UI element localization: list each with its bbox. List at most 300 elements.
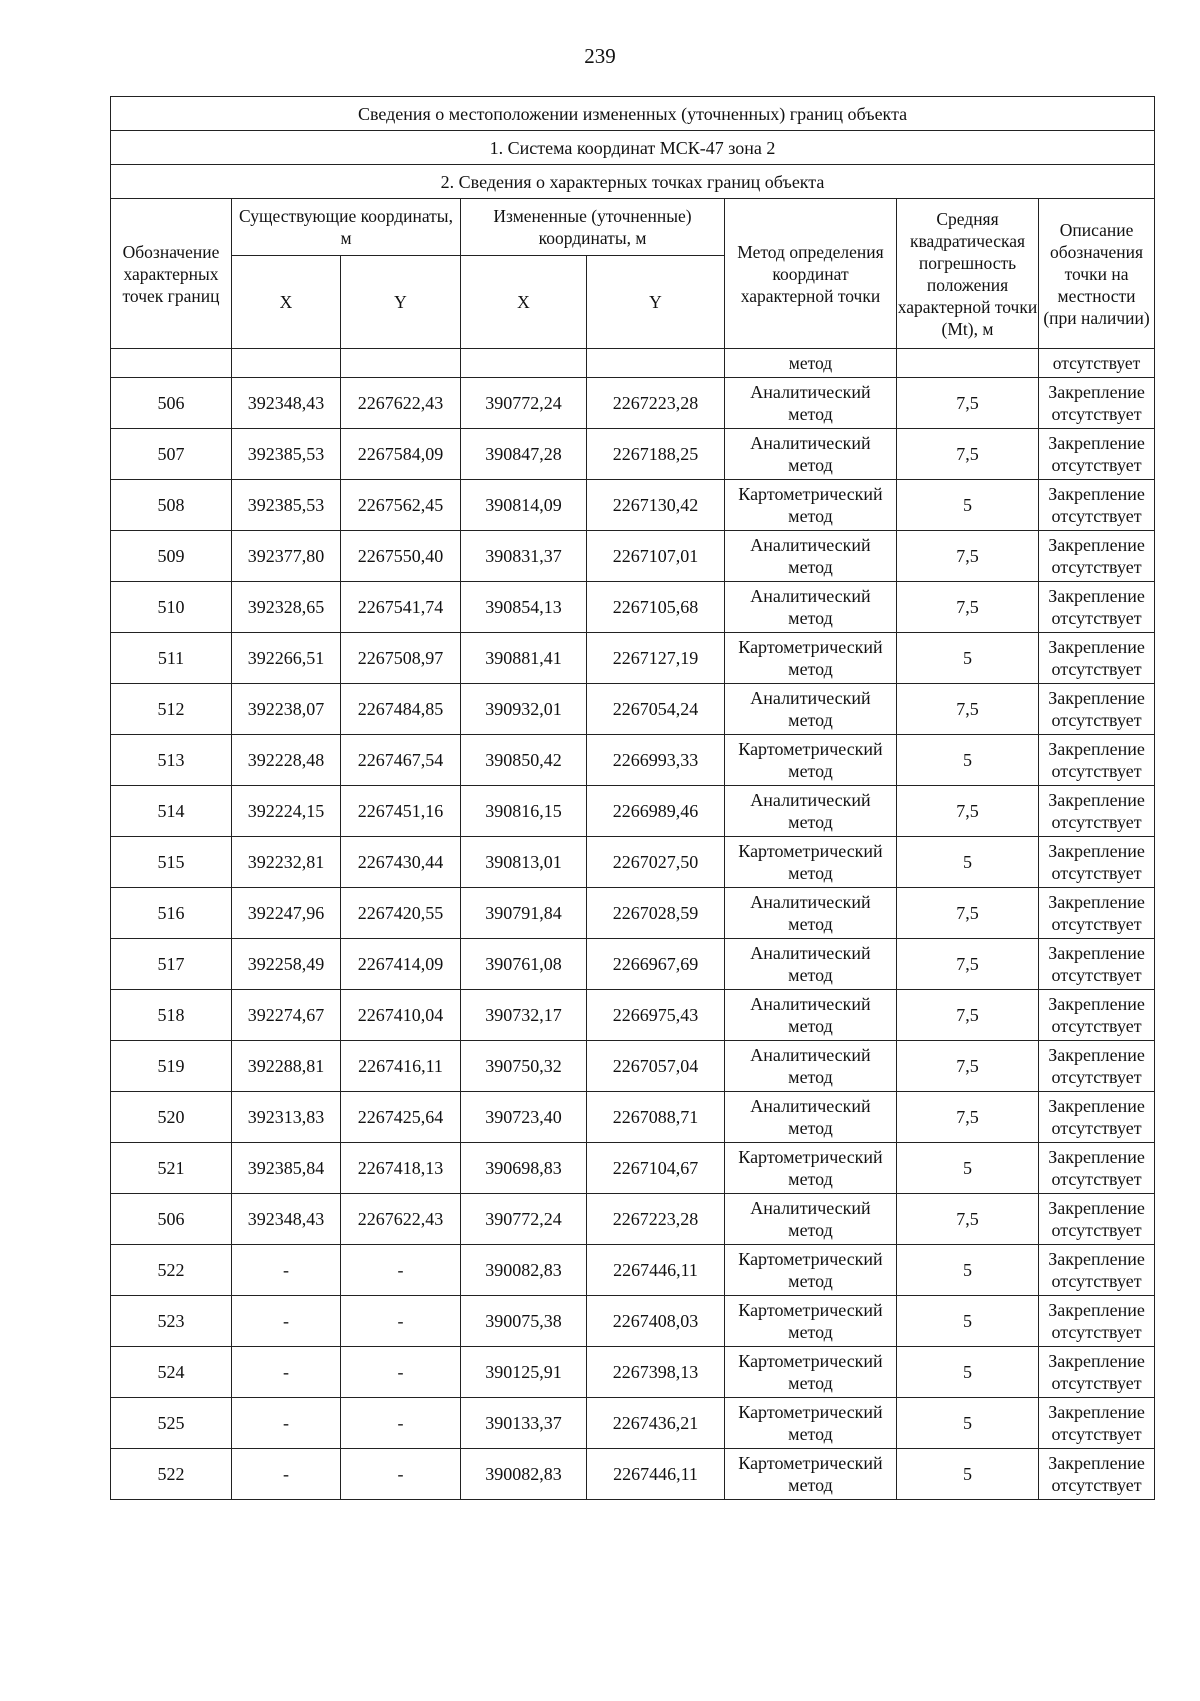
coordinate-system-title: 1. Система координат МСК-47 зона 2 <box>111 131 1155 165</box>
existing-y-cell: 2267414,09 <box>341 939 461 990</box>
point-number-cell: 525 <box>111 1398 232 1449</box>
changed-x-cell: 390125,91 <box>461 1347 587 1398</box>
table-row <box>111 1398 1155 1449</box>
table-row <box>111 429 1155 480</box>
existing-y-cell: 2267416,11 <box>341 1041 461 1092</box>
table-row <box>111 1143 1155 1194</box>
method-text: метод <box>788 914 833 934</box>
point-number-cell: 517 <box>111 939 232 990</box>
changed-y-cell: 2267105,68 <box>587 582 725 633</box>
existing-y-cell: 2267451,16 <box>341 786 461 837</box>
method-cell <box>725 1449 897 1500</box>
error-cell: 7,5 <box>897 378 1039 429</box>
table-row <box>111 1296 1155 1347</box>
method-cell <box>725 378 897 429</box>
method-text: Аналитический <box>750 535 871 555</box>
description-text: Закрепление <box>1048 892 1145 912</box>
description-cell <box>1039 1296 1155 1347</box>
description-text: отсутствует <box>1051 1067 1142 1087</box>
method-text: метод <box>788 863 833 883</box>
method-text: метод <box>788 659 833 679</box>
existing-y-cell: 2267410,04 <box>341 990 461 1041</box>
changed-y-cell: 2267104,67 <box>587 1143 725 1194</box>
existing-x-cell: 392385,53 <box>232 480 341 531</box>
existing-x-cell: 392385,53 <box>232 429 341 480</box>
method-text: Картометрический <box>738 739 883 759</box>
description-text: отсутствует <box>1051 1169 1142 1189</box>
description-text: Закрепление <box>1048 484 1145 504</box>
error-cell: 7,5 <box>897 939 1039 990</box>
description-text: отсутствует <box>1051 863 1142 883</box>
description-text: отсутствует <box>1051 914 1142 934</box>
method-cell <box>725 480 897 531</box>
method-text: Картометрический <box>738 1453 883 1473</box>
changed-x-cell: 390854,13 <box>461 582 587 633</box>
changed-y-cell: 2267446,11 <box>587 1449 725 1500</box>
description-text: Закрепление <box>1048 790 1145 810</box>
table-row <box>111 735 1155 786</box>
description-cell <box>1039 1398 1155 1449</box>
description-text: отсутствует <box>1051 659 1142 679</box>
method-cell <box>725 1347 897 1398</box>
table-row <box>111 1041 1155 1092</box>
existing-x-cell: 392224,15 <box>232 786 341 837</box>
description-cell <box>1039 1092 1155 1143</box>
existing-y-cell: 2267584,09 <box>341 429 461 480</box>
method-cell <box>725 735 897 786</box>
changed-y-cell: 2267027,50 <box>587 837 725 888</box>
existing-x-cell: 392258,49 <box>232 939 341 990</box>
point-number-cell: 523 <box>111 1296 232 1347</box>
changed-y-cell: 2267028,59 <box>587 888 725 939</box>
description-text: отсутствует <box>1051 1016 1142 1036</box>
existing-x-cell: 392385,84 <box>232 1143 341 1194</box>
cell-empty <box>461 349 587 378</box>
point-number-cell: 519 <box>111 1041 232 1092</box>
description-cell <box>1039 837 1155 888</box>
method-cell <box>725 888 897 939</box>
method-text: метод <box>788 761 833 781</box>
header-description: Описание обозначения точки на местности (при наличии) <box>1039 199 1155 349</box>
method-text: метод <box>788 404 833 424</box>
existing-x-cell: - <box>232 1449 341 1500</box>
error-cell: 5 <box>897 1296 1039 1347</box>
description-text: Закрепление <box>1048 943 1145 963</box>
changed-x-cell: 390772,24 <box>461 378 587 429</box>
method-cell <box>725 633 897 684</box>
table-row <box>111 531 1155 582</box>
continuation-row <box>111 349 1155 378</box>
table-row <box>111 1347 1155 1398</box>
existing-y-cell: - <box>341 1449 461 1500</box>
method-text: Картометрический <box>738 1249 883 1269</box>
method-cell <box>725 1041 897 1092</box>
changed-x-cell: 390075,38 <box>461 1296 587 1347</box>
method-text: метод <box>788 812 833 832</box>
changed-y-cell: 2267088,71 <box>587 1092 725 1143</box>
description-cell <box>1039 531 1155 582</box>
error-cell: 5 <box>897 1449 1039 1500</box>
points-section-title: 2. Сведения о характерных точках границ объекта <box>111 165 1155 199</box>
method-text: Аналитический <box>750 994 871 1014</box>
existing-y-cell: 2267420,55 <box>341 888 461 939</box>
method-text: Картометрический <box>738 1147 883 1167</box>
changed-x-cell: 390082,83 <box>461 1449 587 1500</box>
table-row <box>111 1245 1155 1296</box>
error-cell: 7,5 <box>897 888 1039 939</box>
method-text: метод <box>788 1373 833 1393</box>
error-cell: 7,5 <box>897 531 1039 582</box>
method-cell <box>725 786 897 837</box>
existing-x-cell: 392313,83 <box>232 1092 341 1143</box>
error-cell: 5 <box>897 1245 1039 1296</box>
description-text: отсутствует <box>1051 965 1142 985</box>
changed-x-cell: 390816,15 <box>461 786 587 837</box>
existing-x-cell: 392238,07 <box>232 684 341 735</box>
method-text: Картометрический <box>738 1300 883 1320</box>
changed-y-cell: 2267054,24 <box>587 684 725 735</box>
table-row <box>111 786 1155 837</box>
point-number-cell: 512 <box>111 684 232 735</box>
changed-x-cell: 390813,01 <box>461 837 587 888</box>
method-text: метод <box>788 455 833 475</box>
method-cell <box>725 429 897 480</box>
method-cell <box>725 582 897 633</box>
cell-empty <box>111 349 232 378</box>
method-text: Аналитический <box>750 586 871 606</box>
description-cell <box>1039 1347 1155 1398</box>
method-text: Аналитический <box>750 892 871 912</box>
changed-y-cell: 2267107,01 <box>587 531 725 582</box>
changed-y-cell: 2266967,69 <box>587 939 725 990</box>
header-existing-x: X <box>232 256 341 349</box>
description-text: Закрепление <box>1048 1402 1145 1422</box>
method-text: Картометрический <box>738 1351 883 1371</box>
existing-y-cell: - <box>341 1296 461 1347</box>
description-cell <box>1039 1041 1155 1092</box>
changed-x-cell: 390772,24 <box>461 1194 587 1245</box>
description-text: Закрепление <box>1048 433 1145 453</box>
method-text: Аналитический <box>750 688 871 708</box>
error-cell: 5 <box>897 837 1039 888</box>
continuation-description: отсутствует <box>1039 349 1155 378</box>
table-row <box>111 1092 1155 1143</box>
changed-y-cell: 2266975,43 <box>587 990 725 1041</box>
method-cell <box>725 837 897 888</box>
description-text: отсутствует <box>1051 455 1142 475</box>
description-text: отсутствует <box>1051 608 1142 628</box>
method-cell <box>725 1296 897 1347</box>
point-number-cell: 520 <box>111 1092 232 1143</box>
point-number-cell: 511 <box>111 633 232 684</box>
method-text: Картометрический <box>738 484 883 504</box>
description-text: Закрепление <box>1048 535 1145 555</box>
error-cell: 7,5 <box>897 786 1039 837</box>
description-cell <box>1039 888 1155 939</box>
description-text: отсутствует <box>1051 1220 1142 1240</box>
changed-x-cell: 390133,37 <box>461 1398 587 1449</box>
method-text: Картометрический <box>738 1402 883 1422</box>
error-cell: 5 <box>897 1347 1039 1398</box>
header-changed-coords: Измененные (уточненные) координаты, м <box>461 199 725 256</box>
cell-empty <box>897 349 1039 378</box>
existing-x-cell: 392247,96 <box>232 888 341 939</box>
point-number-cell: 521 <box>111 1143 232 1194</box>
changed-x-cell: 390082,83 <box>461 1245 587 1296</box>
changed-x-cell: 390847,28 <box>461 429 587 480</box>
method-cell <box>725 990 897 1041</box>
error-cell: 7,5 <box>897 1194 1039 1245</box>
changed-x-cell: 390698,83 <box>461 1143 587 1194</box>
existing-x-cell: 392228,48 <box>232 735 341 786</box>
point-number-cell: 506 <box>111 378 232 429</box>
error-cell: 7,5 <box>897 990 1039 1041</box>
changed-y-cell: 2267130,42 <box>587 480 725 531</box>
description-text: отсутствует <box>1051 1271 1142 1291</box>
existing-x-cell: - <box>232 1245 341 1296</box>
existing-y-cell: 2267550,40 <box>341 531 461 582</box>
existing-x-cell: 392266,51 <box>232 633 341 684</box>
existing-y-cell: 2267508,97 <box>341 633 461 684</box>
description-text: Закрепление <box>1048 382 1145 402</box>
table-row <box>111 582 1155 633</box>
description-text: Закрепление <box>1048 739 1145 759</box>
existing-y-cell: 2267425,64 <box>341 1092 461 1143</box>
existing-y-cell: 2267562,45 <box>341 480 461 531</box>
method-text: Аналитический <box>750 1198 871 1218</box>
point-number-cell: 506 <box>111 1194 232 1245</box>
header-existing-y: Y <box>341 256 461 349</box>
method-text: метод <box>788 1016 833 1036</box>
error-cell: 7,5 <box>897 582 1039 633</box>
method-cell <box>725 1398 897 1449</box>
changed-y-cell: 2267188,25 <box>587 429 725 480</box>
error-cell: 7,5 <box>897 429 1039 480</box>
changed-y-cell: 2267398,13 <box>587 1347 725 1398</box>
existing-x-cell: 392348,43 <box>232 1194 341 1245</box>
error-cell: 5 <box>897 480 1039 531</box>
method-cell <box>725 531 897 582</box>
continuation-method: метод <box>725 349 897 378</box>
point-number-cell: 522 <box>111 1449 232 1500</box>
description-text: отсутствует <box>1051 1322 1142 1342</box>
description-text: Закрепление <box>1048 1147 1145 1167</box>
table-row <box>111 480 1155 531</box>
existing-y-cell: - <box>341 1347 461 1398</box>
header-method: Метод определения координат характерной точки <box>725 199 897 349</box>
changed-y-cell: 2266989,46 <box>587 786 725 837</box>
method-text: метод <box>788 1271 833 1291</box>
description-cell <box>1039 786 1155 837</box>
description-text: отсутствует <box>1051 1373 1142 1393</box>
changed-y-cell: 2267127,19 <box>587 633 725 684</box>
header-existing-coords: Существующие координаты, м <box>232 199 461 256</box>
existing-x-cell: - <box>232 1347 341 1398</box>
description-text: отсутствует <box>1051 404 1142 424</box>
description-cell <box>1039 429 1155 480</box>
description-text: Закрепление <box>1048 688 1145 708</box>
changed-x-cell: 390791,84 <box>461 888 587 939</box>
existing-x-cell: 392232,81 <box>232 837 341 888</box>
description-text: Закрепление <box>1048 1045 1145 1065</box>
point-number-cell: 510 <box>111 582 232 633</box>
existing-x-cell: 392274,67 <box>232 990 341 1041</box>
error-cell: 5 <box>897 735 1039 786</box>
existing-y-cell: 2267484,85 <box>341 684 461 735</box>
description-text: Закрепление <box>1048 586 1145 606</box>
changed-y-cell: 2267436,21 <box>587 1398 725 1449</box>
description-cell <box>1039 480 1155 531</box>
method-cell <box>725 939 897 990</box>
description-text: Закрепление <box>1048 637 1145 657</box>
boundary-points-table <box>110 96 1155 1500</box>
point-number-cell: 509 <box>111 531 232 582</box>
method-text: метод <box>788 1169 833 1189</box>
method-text: метод <box>788 1322 833 1342</box>
point-number-cell: 518 <box>111 990 232 1041</box>
existing-y-cell: 2267622,43 <box>341 378 461 429</box>
table-row <box>111 888 1155 939</box>
description-text: Закрепление <box>1048 994 1145 1014</box>
error-cell: 5 <box>897 633 1039 684</box>
existing-y-cell: 2267418,13 <box>341 1143 461 1194</box>
point-number-cell: 514 <box>111 786 232 837</box>
description-text: отсутствует <box>1051 506 1142 526</box>
description-cell <box>1039 1194 1155 1245</box>
changed-x-cell: 390761,08 <box>461 939 587 990</box>
existing-y-cell: 2267622,43 <box>341 1194 461 1245</box>
method-text: метод <box>788 710 833 730</box>
changed-x-cell: 390723,40 <box>461 1092 587 1143</box>
method-cell <box>725 1092 897 1143</box>
table-row <box>111 1194 1155 1245</box>
method-text: метод <box>788 608 833 628</box>
description-cell <box>1039 633 1155 684</box>
point-number-cell: 524 <box>111 1347 232 1398</box>
description-text: Закрепление <box>1048 1453 1145 1473</box>
description-text: Закрепление <box>1048 1351 1145 1371</box>
cell-empty <box>232 349 341 378</box>
point-number-cell: 515 <box>111 837 232 888</box>
table-row <box>111 378 1155 429</box>
existing-y-cell: 2267467,54 <box>341 735 461 786</box>
description-cell <box>1039 1143 1155 1194</box>
method-text: Аналитический <box>750 790 871 810</box>
point-number-cell: 516 <box>111 888 232 939</box>
changed-y-cell: 2267446,11 <box>587 1245 725 1296</box>
method-text: Картометрический <box>738 637 883 657</box>
changed-y-cell: 2267223,28 <box>587 1194 725 1245</box>
existing-x-cell: - <box>232 1398 341 1449</box>
description-text: Закрепление <box>1048 841 1145 861</box>
table-row <box>111 684 1155 735</box>
description-text: отсутствует <box>1051 1118 1142 1138</box>
error-cell: 5 <box>897 1398 1039 1449</box>
existing-x-cell: - <box>232 1296 341 1347</box>
existing-x-cell: 392377,80 <box>232 531 341 582</box>
method-cell <box>725 1194 897 1245</box>
description-text: Закрепление <box>1048 1198 1145 1218</box>
description-cell <box>1039 735 1155 786</box>
changed-x-cell: 390814,09 <box>461 480 587 531</box>
existing-y-cell: - <box>341 1245 461 1296</box>
method-text: метод <box>788 557 833 577</box>
method-text: Аналитический <box>750 1045 871 1065</box>
method-text: метод <box>788 1118 833 1138</box>
table-row <box>111 633 1155 684</box>
method-cell <box>725 1143 897 1194</box>
header-changed-y: Y <box>587 256 725 349</box>
changed-y-cell: 2267223,28 <box>587 378 725 429</box>
changed-x-cell: 390750,32 <box>461 1041 587 1092</box>
description-text: отсутствует <box>1051 1424 1142 1444</box>
header-designation: Обозначение характерных точек границ <box>111 199 232 349</box>
table-row <box>111 1449 1155 1500</box>
existing-y-cell: 2267430,44 <box>341 837 461 888</box>
header-changed-x: X <box>461 256 587 349</box>
error-cell: 7,5 <box>897 1092 1039 1143</box>
description-cell <box>1039 684 1155 735</box>
method-text: Картометрический <box>738 841 883 861</box>
existing-x-cell: 392288,81 <box>232 1041 341 1092</box>
method-text: Аналитический <box>750 943 871 963</box>
method-text: Аналитический <box>750 1096 871 1116</box>
description-text: Закрепление <box>1048 1300 1145 1320</box>
cell-empty <box>587 349 725 378</box>
point-number-cell: 522 <box>111 1245 232 1296</box>
changed-x-cell: 390932,01 <box>461 684 587 735</box>
description-text: Закрепление <box>1048 1096 1145 1116</box>
description-cell <box>1039 1245 1155 1296</box>
method-text: метод <box>788 1424 833 1444</box>
table-row <box>111 990 1155 1041</box>
description-cell <box>1039 1449 1155 1500</box>
changed-x-cell: 390881,41 <box>461 633 587 684</box>
error-cell: 5 <box>897 1143 1039 1194</box>
method-text: Аналитический <box>750 433 871 453</box>
method-text: метод <box>788 1475 833 1495</box>
method-text: метод <box>788 965 833 985</box>
method-text: метод <box>788 1220 833 1240</box>
description-cell <box>1039 990 1155 1041</box>
description-cell <box>1039 378 1155 429</box>
table-row <box>111 837 1155 888</box>
point-number-cell: 513 <box>111 735 232 786</box>
method-cell <box>725 1245 897 1296</box>
existing-y-cell: 2267541,74 <box>341 582 461 633</box>
changed-x-cell: 390831,37 <box>461 531 587 582</box>
changed-x-cell: 390732,17 <box>461 990 587 1041</box>
existing-x-cell: 392328,65 <box>232 582 341 633</box>
description-cell <box>1039 939 1155 990</box>
description-cell <box>1039 582 1155 633</box>
header-error: Средняя квадратическая погрешность положения характерной точки (Mt), м <box>897 199 1039 349</box>
method-text: метод <box>788 506 833 526</box>
changed-x-cell: 390850,42 <box>461 735 587 786</box>
table-row <box>111 939 1155 990</box>
description-text: Закрепление <box>1048 1249 1145 1269</box>
existing-y-cell: - <box>341 1398 461 1449</box>
method-cell <box>725 684 897 735</box>
description-text: отсутствует <box>1051 557 1142 577</box>
existing-x-cell: 392348,43 <box>232 378 341 429</box>
description-text: отсутствует <box>1051 710 1142 730</box>
method-text: метод <box>788 1067 833 1087</box>
point-number-cell: 508 <box>111 480 232 531</box>
changed-y-cell: 2267408,03 <box>587 1296 725 1347</box>
description-text: отсутствует <box>1051 812 1142 832</box>
description-text: отсутствует <box>1051 761 1142 781</box>
